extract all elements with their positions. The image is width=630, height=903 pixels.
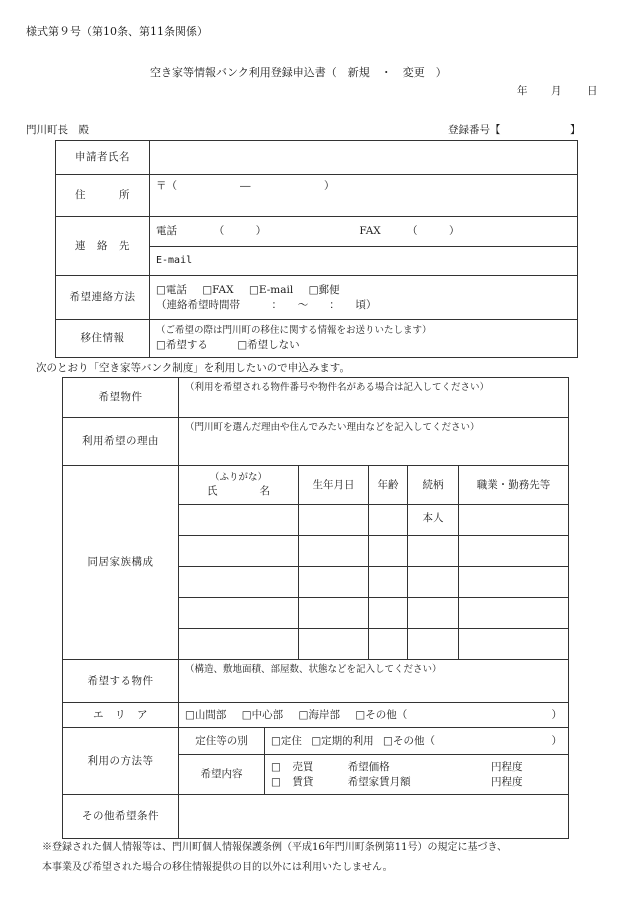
form-number: 様式第９号（第10条、第11条関係） — [26, 25, 208, 38]
family-row-3-job[interactable] — [459, 567, 569, 598]
contact-label: 連 絡 先 — [56, 217, 150, 276]
contact-fax-checkbox[interactable]: □FAX — [202, 284, 234, 297]
area-field — [179, 703, 569, 728]
family-row-2-age[interactable] — [369, 536, 408, 567]
rent-price-label: 希望家賃月額 — [347, 775, 411, 788]
date-month: 月 — [551, 85, 562, 97]
address-field[interactable] — [150, 175, 578, 217]
area-mountain-checkbox[interactable]: □山間部 — [185, 708, 227, 721]
address-label: 住 所 — [56, 175, 150, 217]
residence-close-paren: ） — [551, 734, 563, 747]
form-title: 空き家等情報バンク利用登録申込書（ 新規 ・ 変更 ） — [150, 66, 447, 79]
desired-property-label: 希望する物件 — [63, 660, 179, 703]
usage-label: 利用の方法等 — [63, 728, 179, 795]
residence-label: 定住等の別 — [179, 728, 265, 755]
residence-other-checkbox[interactable]: □その他（ — [383, 734, 435, 747]
contact-time-text: （連絡希望時間帯 ： 〜 ： 頃） — [156, 298, 377, 311]
area-center-checkbox[interactable]: □中心部 — [241, 708, 284, 721]
phone-text: 電話 （ ） — [156, 225, 267, 238]
family-name-header — [179, 466, 299, 505]
family-row-2-job[interactable] — [459, 536, 569, 567]
birth-header: 生年月日 — [299, 466, 369, 505]
area-close-paren: ） — [551, 708, 563, 721]
family-row-2-birth[interactable] — [299, 536, 369, 567]
family-row-3-age[interactable] — [369, 567, 408, 598]
family-row-5-relation[interactable] — [408, 629, 459, 660]
family-row-1-name[interactable] — [179, 505, 299, 536]
phone-fax-field[interactable] — [150, 217, 578, 247]
other-conditions-label: その他希望条件 — [63, 795, 179, 839]
family-row-2-relation[interactable] — [408, 536, 459, 567]
name-header: 氏 名 — [207, 485, 270, 498]
family-row-3-birth[interactable] — [299, 567, 369, 598]
family-row-5-job[interactable] — [459, 629, 569, 660]
property-label: 希望物件 — [63, 378, 179, 418]
family-row-1-birth[interactable] — [299, 505, 369, 536]
content-field — [265, 755, 569, 795]
residence-field — [265, 728, 569, 755]
reason-label: 利用希望の理由 — [63, 418, 179, 466]
applicant-name-label: 申請者氏名 — [56, 141, 150, 175]
sale-price-label: 希望価格 — [347, 761, 390, 774]
relation-header: 続柄 — [408, 466, 459, 505]
reason-field[interactable]: （門川町を選んだ理由や住んでみたい理由などを記入してください） — [179, 418, 569, 466]
family-row-1-relation: 本人 — [408, 505, 459, 536]
relocation-no-checkbox[interactable]: □希望しない — [237, 338, 300, 351]
relocation-label: 移住情報 — [56, 320, 150, 358]
sale-checkbox[interactable]: □ — [271, 761, 281, 774]
area-other-checkbox[interactable]: □その他（ — [355, 708, 408, 721]
date-year: 年 — [517, 85, 528, 97]
sale-yen-label: 円程度 — [491, 761, 523, 774]
family-row-4-age[interactable] — [369, 598, 408, 629]
contact-phone-checkbox[interactable]: □電話 — [156, 284, 187, 297]
family-row-1-age[interactable] — [369, 505, 408, 536]
area-label: エ リ ア — [63, 703, 179, 728]
email-field[interactable]: E-mail — [150, 247, 578, 276]
privacy-note-line2: 本事業及び希望された場合の移住情報提供の目的以外には利用いたしません。 — [42, 862, 393, 873]
addressee: 門川町長 殿 — [26, 124, 89, 136]
desired-property-field[interactable]: （構造、敷地面積、部屋数、状態などを記入してください） — [179, 660, 569, 703]
family-row-4-job[interactable] — [459, 598, 569, 629]
area-coast-checkbox[interactable]: □海岸部 — [298, 708, 340, 721]
family-row-4-name[interactable] — [179, 598, 299, 629]
family-row-3-name[interactable] — [179, 567, 299, 598]
other-conditions-field[interactable] — [179, 795, 569, 839]
relocation-note: （ご希望の際は門川町の移住に関する情報をお送りいたします） — [156, 325, 432, 336]
family-row-5-age[interactable] — [369, 629, 408, 660]
contact-method-field — [150, 276, 578, 320]
relocation-field — [150, 320, 578, 358]
applicant-name-field[interactable] — [150, 141, 578, 175]
residence-periodic-checkbox[interactable]: □定期的利用 — [311, 734, 374, 747]
privacy-note-line1: ※登録された個人情報等は、門川町個人情報保護条例（平成16年門川町条例第11号）の規定に基づき、 — [42, 842, 508, 853]
contact-method-label: 希望連絡方法 — [56, 276, 150, 320]
age-header: 年齢 — [369, 466, 408, 505]
family-row-4-birth[interactable] — [299, 598, 369, 629]
residence-settle-checkbox[interactable]: □定住 — [271, 734, 302, 747]
sale-label: 売買 — [292, 761, 314, 774]
job-header: 職業・勤務先等 — [459, 466, 569, 505]
furigana-label: （ふりがな） — [209, 471, 267, 483]
family-row-3-relation[interactable] — [408, 567, 459, 598]
rent-yen-label: 円程度 — [491, 775, 523, 788]
registration-close: 】 — [570, 124, 581, 136]
relocation-yes-checkbox[interactable]: □希望する — [156, 338, 208, 351]
applicant-table — [55, 140, 578, 358]
family-row-5-birth[interactable] — [299, 629, 369, 660]
family-label: 同居家族構成 — [63, 466, 179, 660]
family-row-4-relation[interactable] — [408, 598, 459, 629]
registration-label: 登録番号【 — [448, 124, 501, 136]
family-row-2-name[interactable] — [179, 536, 299, 567]
request-table — [62, 377, 569, 839]
rent-label: 賃貸 — [292, 775, 314, 788]
date-day: 日 — [587, 85, 598, 97]
intro-text: 次のとおり「空き家等バンク制度」を利用したいので申込みます。 — [36, 362, 350, 374]
family-row-5-name[interactable] — [179, 629, 299, 660]
contact-email-checkbox[interactable]: □E-mail — [248, 284, 294, 297]
family-row-1-job[interactable] — [459, 505, 569, 536]
contact-mail-checkbox[interactable]: □郵便 — [308, 284, 340, 297]
postal-code-text: 〒（ ― ） — [156, 180, 335, 192]
property-field[interactable]: （利用を希望される物件番号や物件名がある場合は記入してください） — [179, 378, 569, 418]
fax-text: FAX （ ） — [359, 225, 460, 238]
rent-checkbox[interactable]: □ — [271, 775, 281, 788]
content-label: 希望内容 — [179, 755, 265, 795]
